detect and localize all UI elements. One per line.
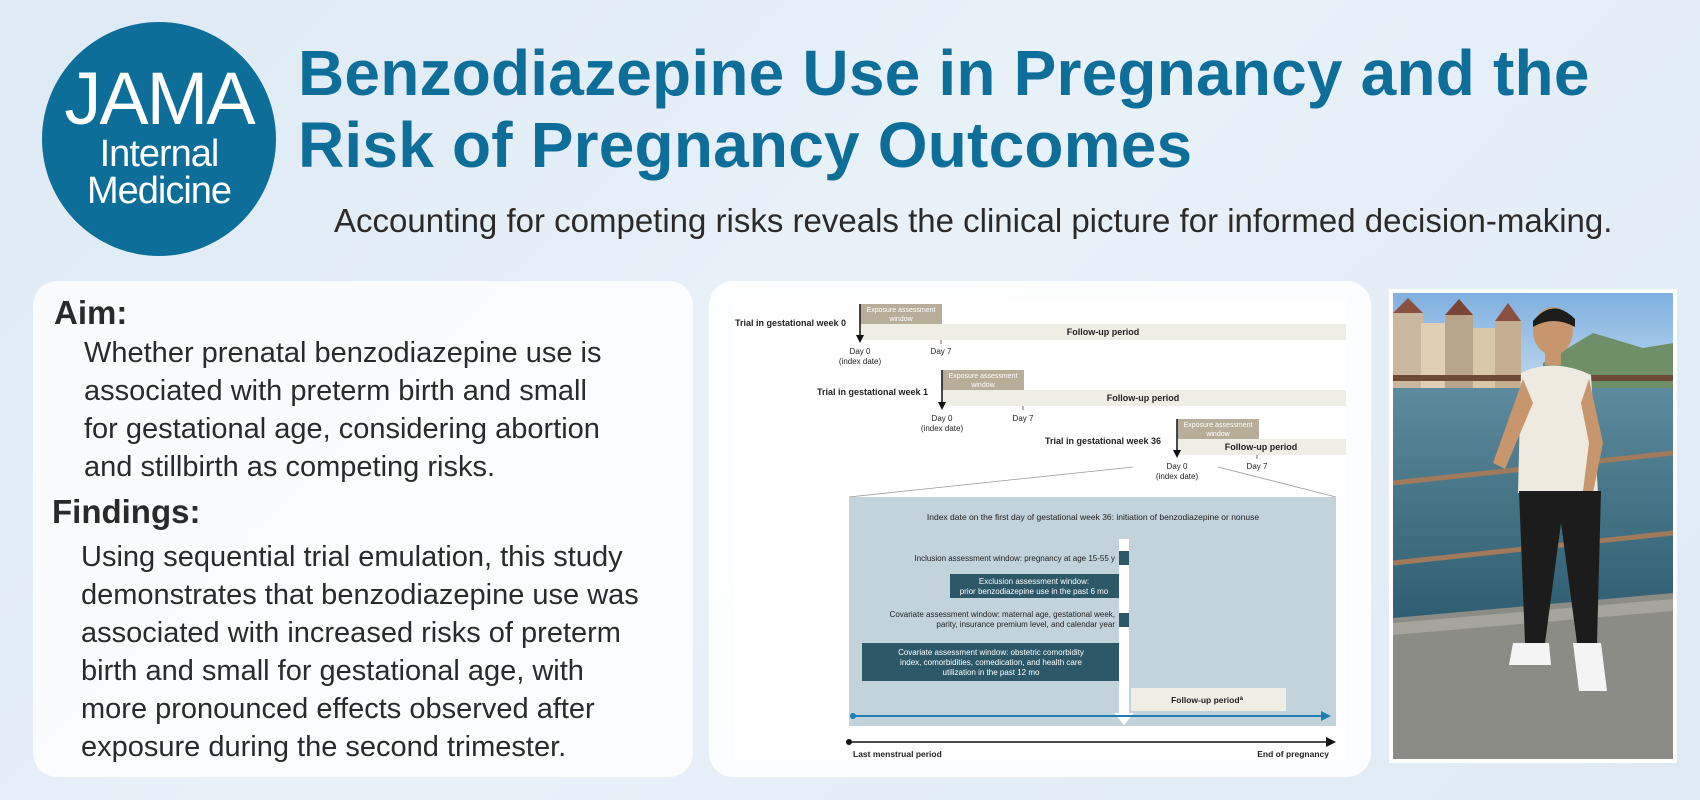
study-design-svg — [733, 299, 1346, 761]
followup-a-superscript: a — [1239, 696, 1243, 702]
aim-line-2: associated with preterm birth and small — [84, 375, 587, 407]
day0-label-36: Day 0 — [1166, 462, 1188, 471]
findings-line-2: demonstrates that benzodiazepine use was — [81, 579, 639, 611]
day7-label-1: Day 7 — [1012, 414, 1034, 423]
followup-label-0: Follow-up period — [1066, 327, 1140, 337]
exposure-label-36b: window — [1206, 431, 1230, 438]
exposure-label-0b: window — [889, 316, 913, 323]
aim-line-4: and stillbirth as competing risks. — [84, 451, 495, 483]
study-design-diagram — [733, 299, 1346, 761]
index-date-label-1: (index date) — [920, 424, 964, 433]
covariate1-label-2: parity, insurance premium level, and calendar year — [936, 620, 1115, 629]
jama-logo — [42, 22, 276, 256]
exclusion-label-1: Exclusion assessment window: — [978, 577, 1090, 586]
exposure-label-36a: Exposure assessment — [1183, 422, 1253, 429]
index-date-label-0: (index date) — [838, 357, 882, 366]
author-photo-illustration — [1393, 293, 1673, 759]
page-title: Benzodiazepine Use in Pregnancy and the Risk of Pregnancy Outcomes — [298, 37, 1590, 181]
pregnancy-timeline-arrowhead — [1326, 737, 1336, 747]
followup-label-1: Follow-up period — [1106, 393, 1180, 403]
logo-medicine-text: Medicine — [86, 170, 232, 212]
detail-timeline-start — [850, 713, 856, 719]
logo-jama-text: JAMA — [64, 56, 254, 140]
findings-line-4: birth and small for gestational age, with — [81, 655, 584, 687]
findings-line-3: associated with increased risks of preterm — [81, 617, 621, 649]
exposure-label-1a: Exposure assessment — [948, 373, 1018, 380]
zoom-guide-right — [1218, 467, 1336, 497]
inclusion-marker — [1119, 551, 1129, 565]
pregnancy-timeline-start — [846, 739, 852, 745]
findings-heading: Findings: — [52, 493, 201, 530]
page-subtitle: Accounting for competing risks reveals the clinical picture for informed decision-making. — [334, 202, 1613, 239]
aim-heading: Aim: — [54, 294, 128, 331]
author-photo — [1389, 289, 1677, 763]
summary-card — [33, 281, 693, 777]
logo-internal-text: Internal — [99, 132, 219, 175]
detail-title: Index date on the first day of gestational week 36: initiation of benzodiazepine or nonuse — [926, 512, 1260, 522]
covariate1-marker — [1119, 613, 1129, 627]
followup-a-label: Follow-up period — [1171, 695, 1240, 705]
zoom-guide-left — [849, 467, 1133, 497]
inclusion-label: Inclusion assessment window: pregnancy at age 15-55 y — [914, 554, 1115, 563]
aim-line-1: Whether prenatal benzodiazepine use is — [84, 337, 602, 369]
trial-week-0-label: Trial in gestational week 0 — [735, 318, 847, 328]
trial-week-1-label: Trial in gestational week 1 — [817, 387, 929, 397]
findings-line-5: more pronounced effects observed after — [81, 693, 595, 725]
day0-label-1: Day 0 — [931, 414, 953, 423]
covariate2-label-3: utilization in the past 12 mo — [942, 668, 1040, 677]
lmp-label: Last menstrual period — [853, 749, 942, 759]
day7-label-0: Day 7 — [930, 347, 952, 356]
end-of-pregnancy-label: End of pregnancy — [1257, 749, 1329, 759]
index-date-label-36: (index date) — [1155, 472, 1199, 481]
covariate2-label-1: Covariate assessment window: obstetric comorbidity — [898, 648, 1084, 657]
study-design-card — [709, 281, 1371, 777]
findings-line-6: exposure during the second trimester. — [81, 731, 567, 763]
followup-label-36: Follow-up period — [1224, 442, 1298, 452]
exposure-label-1b: window — [971, 382, 995, 389]
day7-label-36: Day 7 — [1246, 462, 1268, 471]
svg-text:Follow-up perioda — [1171, 695, 1243, 705]
covariate1-label-1: Covariate assessment window: maternal age, gestational week, — [889, 610, 1115, 619]
findings-line-1: Using sequential trial emulation, this study — [81, 541, 623, 573]
day0-label-0: Day 0 — [849, 347, 871, 356]
aim-line-3: for gestational age, considering abortion — [84, 413, 600, 445]
exclusion-label-2: prior benzodiazepine use in the past 6 mo — [959, 587, 1109, 596]
trial-week-36-label: Trial in gestational week 36 — [1045, 436, 1162, 446]
exposure-label-0a: Exposure assessment — [866, 307, 936, 314]
covariate2-label-2: index, comorbidities, comedication, and health care — [900, 658, 1082, 667]
